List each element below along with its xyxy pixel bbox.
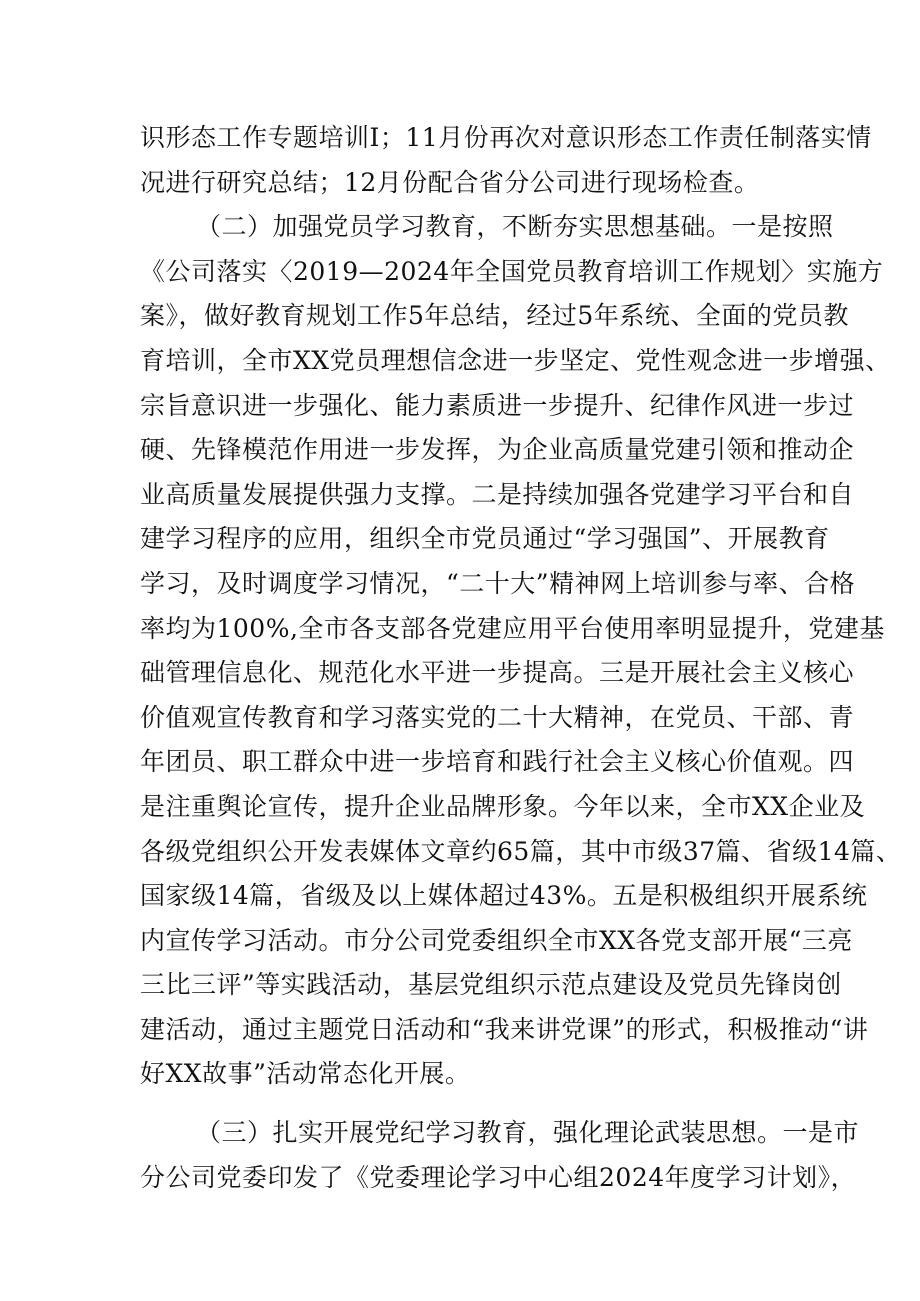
text-line: 率均为100%,全市各支部各党建应用平台使用率明显提升，党建基	[140, 613, 885, 643]
text-line: 础管理信息化、规范化水平进一步提高。三是开展社会主义核心	[140, 658, 855, 688]
text-line: 宗旨意识进一步强化、能力素质进一步提升、纪律作风进一步过	[140, 390, 855, 420]
text-line: 况进行研究总结；12月份配合省分公司进行现场检查。	[140, 167, 760, 197]
text-line: 年团员、职工群众中进一步培育和践行社会主义核心价值观。四	[140, 747, 855, 777]
text-line: 建学习程序的应用，组织全市党员通过“学习强国”、开展教育	[140, 524, 830, 554]
text-line: 各级党组织公开发表媒体文章约65篇，其中市级37篇、省级14篇、	[140, 836, 902, 866]
text-line: 价值观宣传教育和学习落实党的二十大精神，在党员、干部、青	[140, 702, 855, 732]
section-heading-line: （三）扎实开展党纪学习教育，强化理论武装思想。一是市	[196, 1118, 860, 1148]
text-line: 三比三评”等实践活动，基层党组织示范点建设及党员先锋岗创	[140, 970, 842, 1000]
body-text	[140, 116, 902, 1200]
text-line: 好XX故事”活动常态化开展。	[140, 1059, 471, 1089]
section-heading-line: （二）加强党员学习教育，不断夯实思想基础。一是按照	[196, 212, 834, 242]
text-line: 国家级14篇，省级及以上媒体超过43%。五是积极组织开展系统	[140, 881, 868, 911]
text-line: 业高质量发展提供强力支撑。二是持续加强各党建学习平台和自	[140, 479, 855, 509]
paragraph-gap	[140, 1097, 820, 1111]
text-line: 识形态工作专题培训I；11月份再次对意识形态工作责任制落实情	[140, 123, 872, 152]
text-line: 《公司落实〈2019—2024年全国党员教育培训工作规划〉实施方	[140, 256, 884, 286]
text-line: 是注重舆论宣传，提升企业品牌形象。今年以来，全市XX企业及	[140, 791, 866, 821]
text-line: 学习，及时调度学习情况，“二十大”精神网上培训参与率、合格	[140, 568, 856, 598]
text-line: 分公司党委印发了《党委理论学习中心组2024年度学习计划》，	[140, 1162, 857, 1192]
text-line: 内宣传学习活动。市分公司党委组织全市XX各党支部开展“三亮	[140, 925, 853, 955]
text-line: 育培训，全市XX党员理想信念进一步坚定、党性观念进一步增强、	[140, 345, 891, 375]
text-line: 建活动，通过主题党日活动和“我来讲党课”的形式，积极推动“讲	[140, 1014, 869, 1044]
text-line: 案》，做好教育规划工作5年总结，经过5年系统、全面的党员教	[140, 301, 849, 331]
text-line: 硬、先锋模范作用进一步发挥，为企业高质量党建引领和推动企	[140, 435, 855, 465]
